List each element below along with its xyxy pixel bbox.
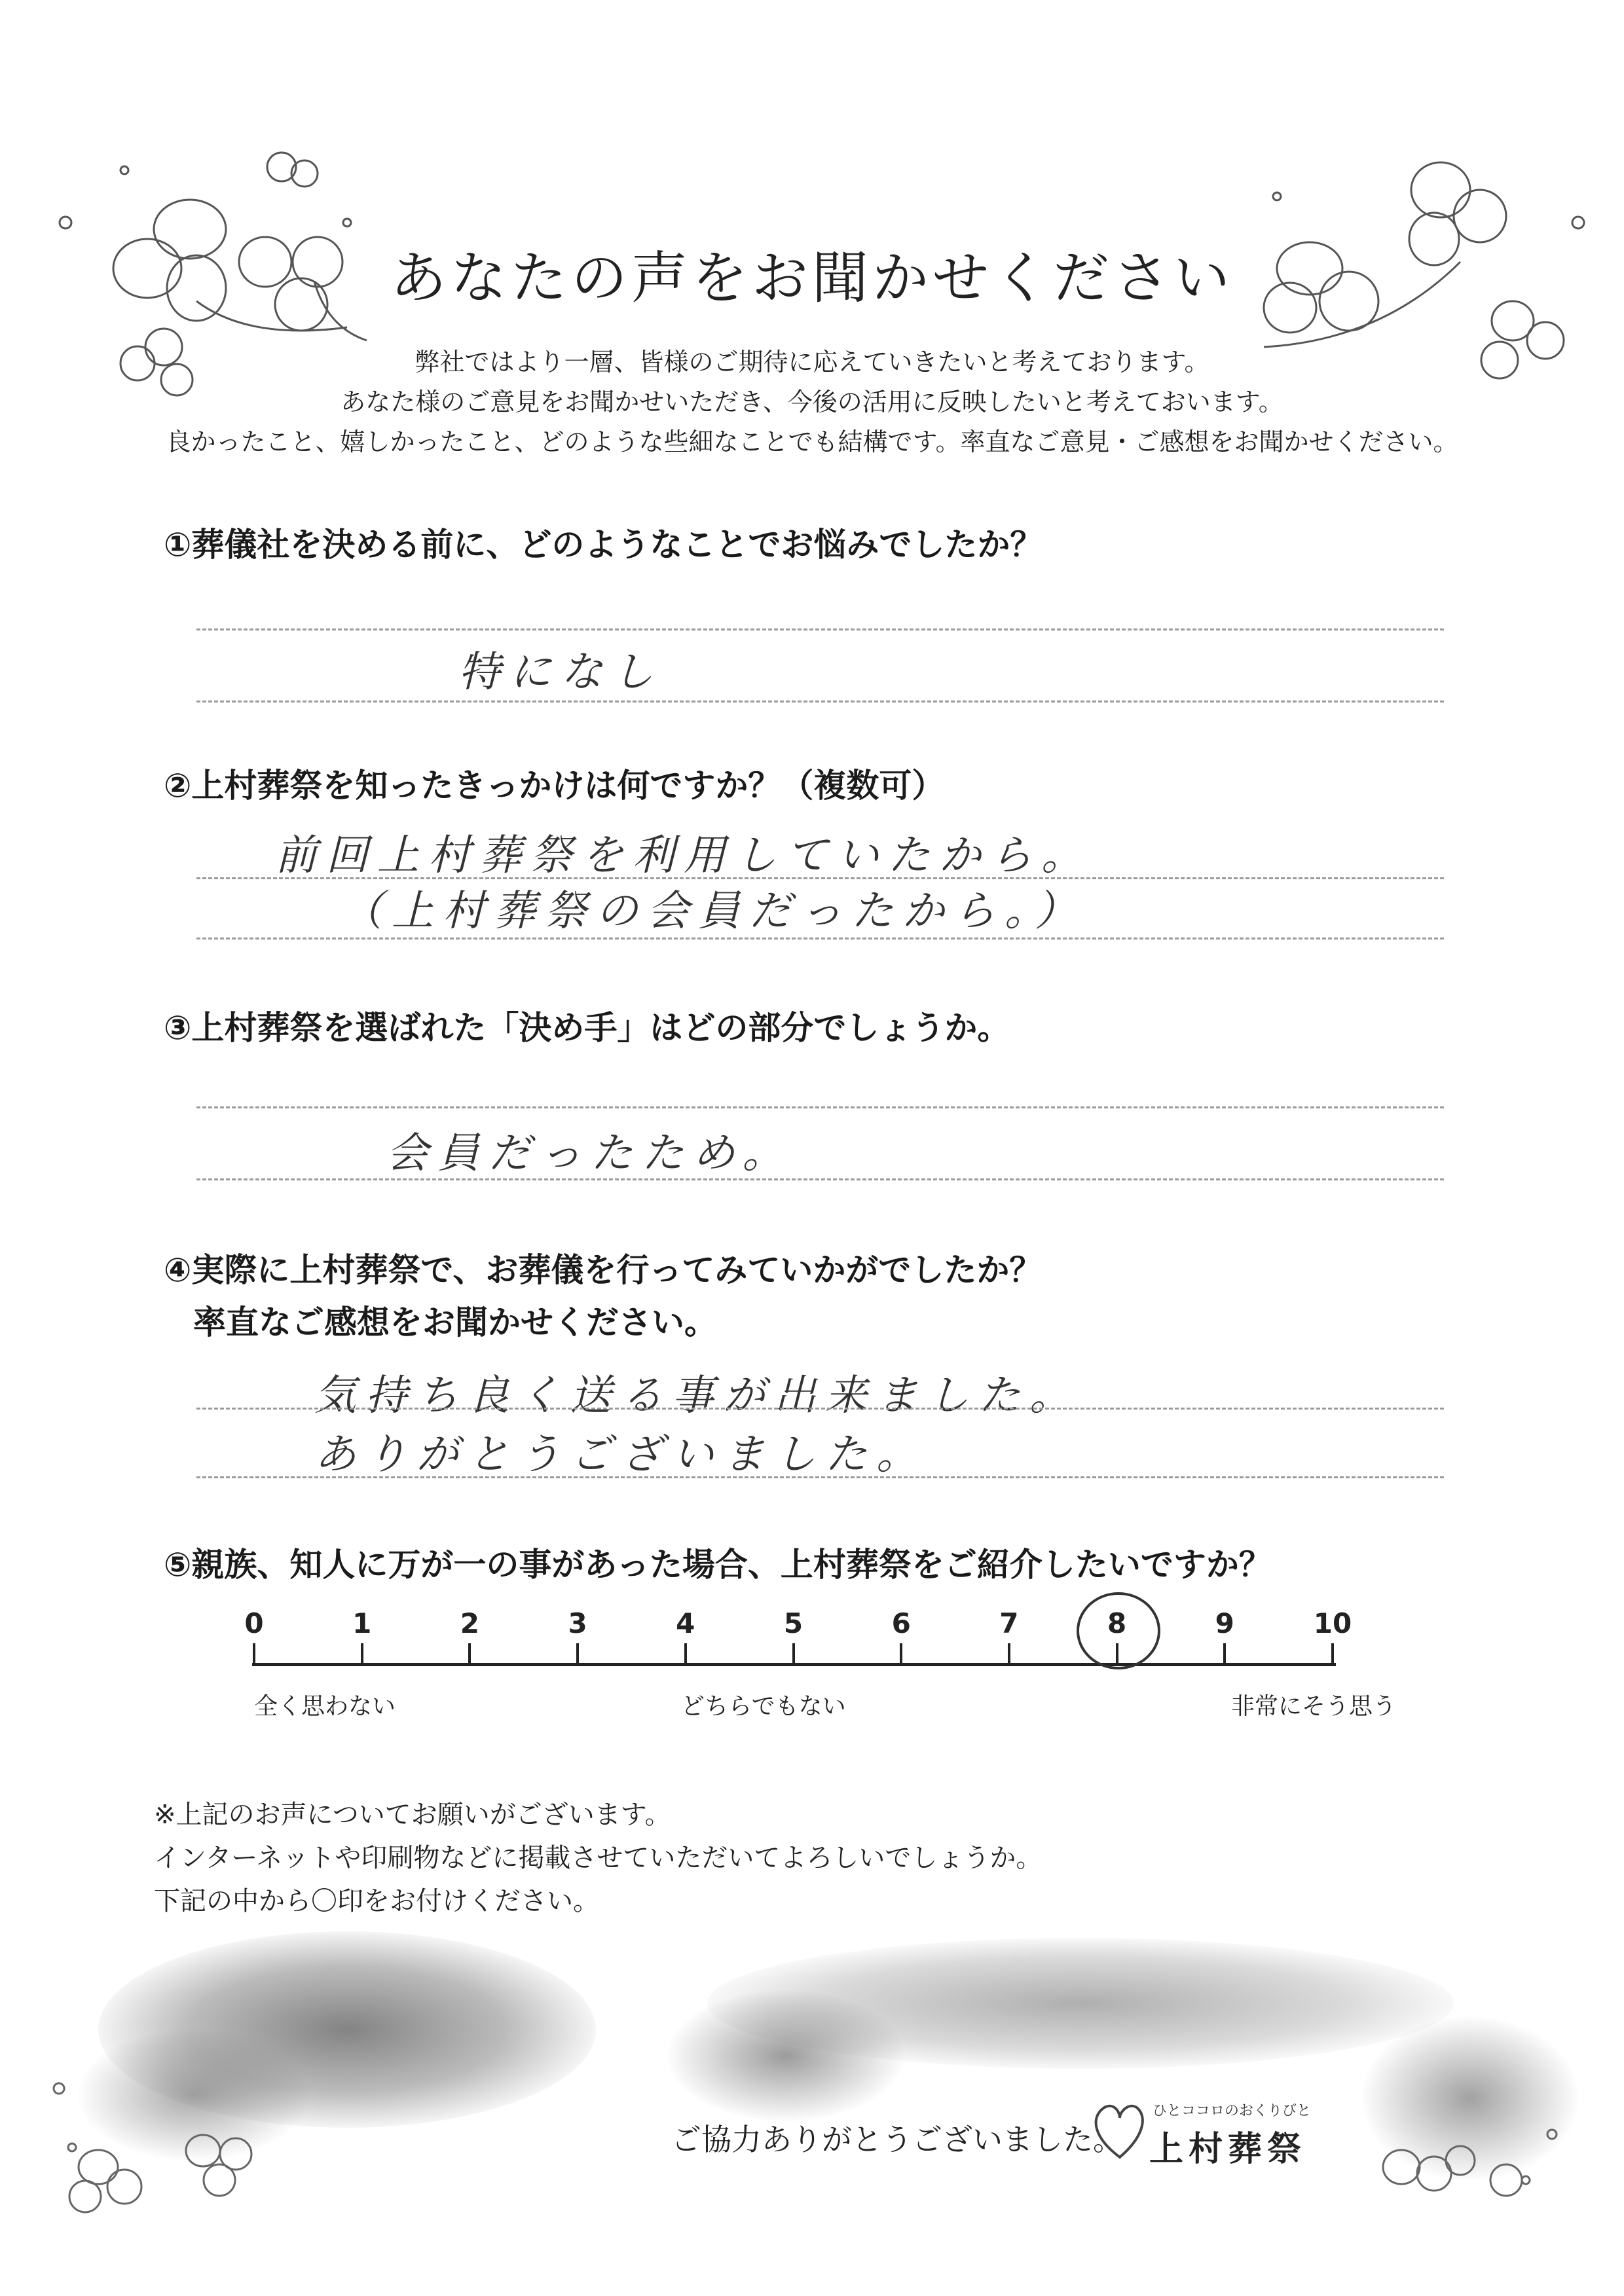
note-line-2: インターネットや印刷物などに掲載させていただいてよろしいでしょうか。 [154,1843,1043,1873]
question-2-label: ②上村葬祭を知ったきっかけは何ですか？（複数可） [164,767,945,805]
answer-rule [196,1408,1444,1410]
question-4-answer-1: 気持ち良く送る事が出来ました。 [314,1372,1080,1420]
scale-tick-mark [684,1643,687,1666]
answer-rule [196,629,1444,630]
intro-line-1: 弊社ではより一層、皆様のご期待に応えていきたいと考えております。 [415,348,1209,376]
page-title: あなたの声をお聞かせください [390,246,1234,311]
question-3-label: ③上村葬祭を選ばれた「決め手」はどの部分でしょうか。 [164,1009,1010,1047]
scale-tick-mark [1331,1643,1334,1666]
question-4-answer-2: ありがとうございました。 [314,1430,927,1479]
answer-rule [196,701,1444,702]
logo-name: 上村葬祭 [1149,2130,1307,2169]
intro-line-3: 良かったこと、嬉しかったこと、どのような些細なことでも結構です。率直なご意見・ご感想をお聞かせください。 [166,428,1458,456]
scale-tick-label: 5 [783,1607,803,1639]
scale-tick-mark [900,1643,902,1666]
question-2-answer-1: 前回上村葬祭を利用していたから。 [275,831,1092,880]
scale-tick-label: 8 [1107,1607,1127,1639]
note-line-1: ※上記のお声についてお願いがございます。 [154,1800,671,1830]
scale-tick-mark [361,1643,363,1666]
scale-tick-label: 7 [999,1607,1019,1639]
scale-label-high: 非常にそう思う [1231,1693,1397,1720]
thanks-message: ご協力ありがとうございました。 [671,2122,1123,2157]
question-5-label: ⑤親族、知人に万が一の事があった場合、上村葬祭をご紹介したいですか？ [164,1546,1272,1584]
scale-tick-label: 1 [352,1607,372,1639]
answer-rule [196,1476,1444,1478]
scale-label-mid: どちらでもない [681,1693,846,1720]
answer-rule [196,938,1444,939]
answer-rule [196,1178,1444,1180]
scale-tick-label: 0 [244,1607,264,1639]
scale-tick-label: 9 [1215,1607,1234,1639]
answer-rule [196,1106,1444,1108]
scale-tick-mark [468,1643,471,1666]
question-1-answer-1: 特になし [458,648,663,697]
scale-tick-mark [1008,1643,1010,1666]
intro-line-2: あなた様のご意見をお聞かせいただき、今後の活用に反映したいと考えておいます。 [341,388,1283,416]
question-1-label: ①葬儀社を決める前に、どのようなことでお悩みでしたか？ [164,526,1043,564]
scale-tick-mark [1223,1643,1226,1666]
clover-decoration-bottom-right [1362,2062,1611,2259]
logo-heart-icon [1090,2098,1149,2164]
scale-label-low: 全く思わない [254,1693,396,1720]
scale-tick-label: 4 [676,1607,695,1639]
redacted-area [668,1990,904,2121]
question-3-answer-1: 会員だったため。 [386,1129,794,1178]
scale-tick-label: 2 [460,1607,479,1639]
scale-tick-mark [253,1643,255,1666]
logo-tagline: ひとココロのおくりびと [1153,2103,1312,2119]
question-4-label-2: 率直なご感想をお聞かせください。 [193,1303,717,1341]
scale-tick-mark [792,1643,795,1666]
scale-tick-label: 10 [1313,1607,1352,1639]
selected-rating-circle [1077,1592,1160,1669]
question-2-answer-2: （上村葬祭の会員だったから。） [341,887,1086,936]
scale-tick-mark [576,1643,579,1666]
clover-decoration-bottom-left [39,2062,314,2259]
scale-tick-label: 6 [891,1607,911,1639]
question-4-label: ④実際に上村葬祭で、お葬儀を行ってみていかがでしたか？ [164,1251,1043,1289]
scale-tick-label: 3 [568,1607,587,1639]
note-line-3: 下記の中から〇印をお付けください。 [154,1886,599,1916]
